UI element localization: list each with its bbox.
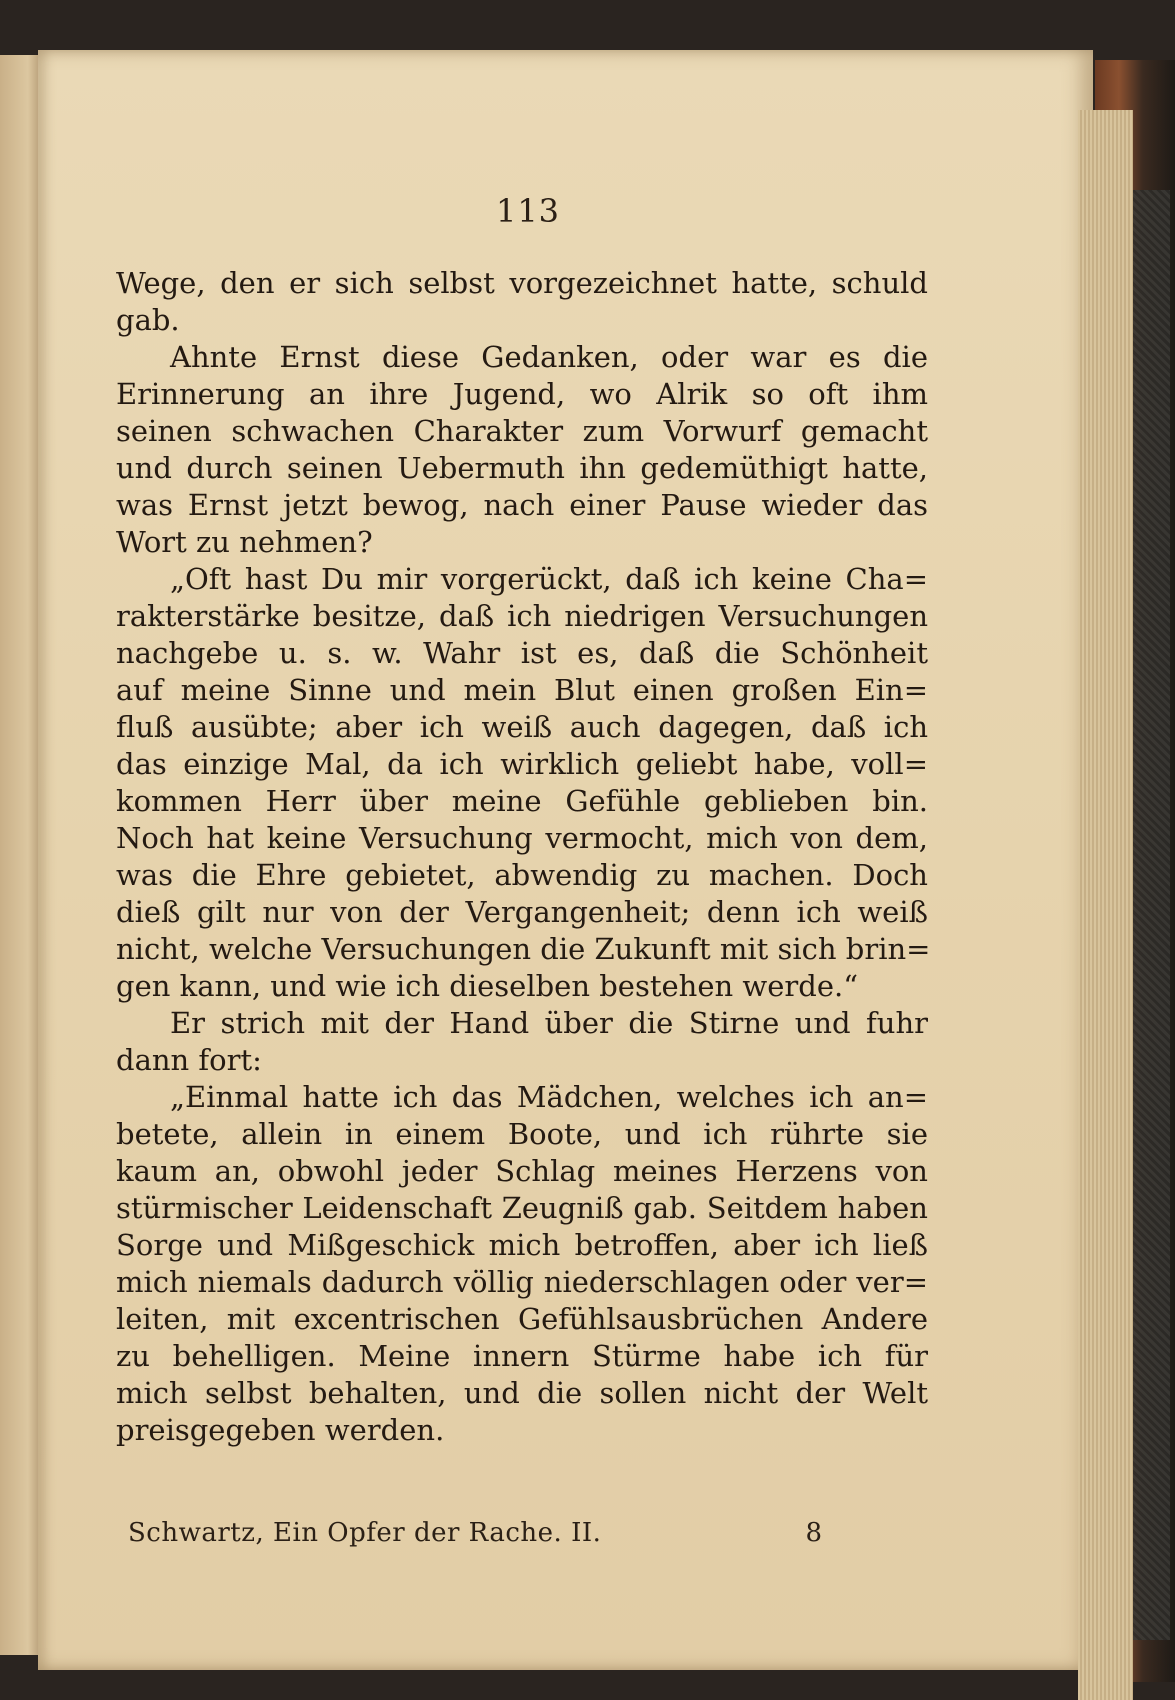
text-line: stürmischer Leidenschaft Zeugniß gab. Seitdem haben (116, 1191, 928, 1225)
book-page (38, 50, 1093, 1670)
text-line: mich selbst behalten, und die sollen nicht der Welt (116, 1376, 928, 1410)
text-line: Wege, den er sich selbst vorgezeichnet hatte, schuld (116, 266, 928, 300)
text-line: betete, allein in einem Boote, und ich rührte sie (116, 1117, 928, 1151)
text-line: „Oft hast Du mir vorgerückt, daß ich keine Cha= (170, 562, 928, 596)
left-page-edge (0, 55, 40, 1655)
text-line: was die Ehre gebietet, abwendig zu machen. Doch (116, 858, 928, 892)
text-line: dann fort: (116, 1043, 262, 1077)
text-line: das einzige Mal, da ich wirklich geliebt habe, voll= (116, 747, 928, 781)
text-line: Ahnte Ernst diese Gedanken, oder war es die (170, 340, 928, 374)
text-line: Erinnerung an ihre Jugend, wo Alrik so oft ihm (116, 377, 928, 411)
text-line: und durch seinen Uebermuth ihn gedemüthigt hatte, (116, 451, 928, 485)
text-line: seinen schwachen Charakter zum Vorwurf gemacht (116, 414, 928, 448)
text-line: nachgebe u. s. w. Wahr ist es, daß die Schönheit (116, 636, 928, 670)
page-text (116, 265, 931, 1449)
page-stack-edge (1078, 110, 1133, 1700)
text-line: mich niemals dadurch völlig niederschlagen oder ver= (116, 1265, 928, 1299)
text-line: dieß gilt nur von der Vergangenheit; denn ich weiß (116, 895, 928, 929)
text-line: kommen Herr über meine Gefühle geblieben bin. (116, 784, 928, 818)
text-line: fluß ausübte; aber ich weiß auch dagegen, daß ich (116, 710, 928, 744)
footer-sheet-number: 8 (805, 1518, 822, 1548)
page-number: 113 (495, 192, 561, 230)
text-line: leiten, mit excentrischen Gefühlsausbrüchen Andere (116, 1302, 928, 1336)
text-line: „Einmal hatte ich das Mädchen, welches ich an= (170, 1080, 928, 1114)
text-line: Noch hat keine Versuchung vermocht, mich von dem, (116, 821, 928, 855)
text-line: auf meine Sinne und mein Blut einen großen Ein= (116, 673, 928, 707)
text-line: Er strich mit der Hand über die Stirne und fuhr (170, 1006, 928, 1040)
page-footer (128, 1518, 828, 1548)
text-line: zu behelligen. Meine innern Stürme habe ich für (116, 1339, 928, 1373)
text-line: Wort zu nehmen? (116, 525, 373, 559)
text-line: gen kann, und wie ich dieselben bestehen werde.“ (116, 969, 859, 1003)
text-line: rakterstärke besitze, daß ich niedrigen Versuchungen (116, 599, 928, 633)
text-line: preisgegeben werden. (116, 1413, 445, 1447)
text-line: gab. (116, 303, 180, 337)
footer-signature: Schwartz, Ein Opfer der Rache. II. (128, 1518, 602, 1548)
text-line: kaum an, obwohl jeder Schlag meines Herzens von (116, 1154, 928, 1188)
text-line: Sorge und Mißgeschick mich betroffen, aber ich ließ (116, 1228, 928, 1262)
text-line: was Ernst jetzt bewog, nach einer Pause wieder das (116, 488, 928, 522)
text-line: nicht, welche Versuchungen die Zukunft mit sich brin= (116, 932, 931, 966)
